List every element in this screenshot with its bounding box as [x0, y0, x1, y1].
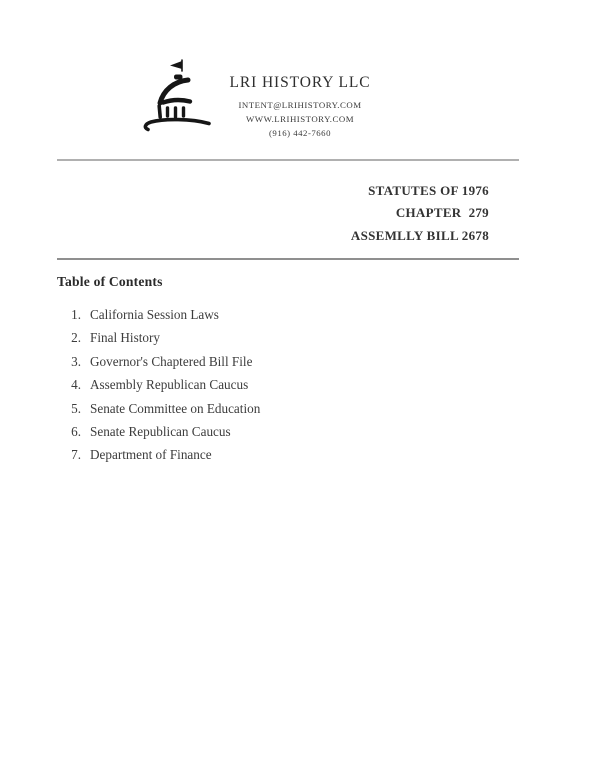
chapter-line: CHAPTER 279 — [395, 205, 489, 221]
company-contact-block — [205, 99, 395, 140]
assembly-bill-line: ASSEMLLY BILL 2678 — [350, 227, 489, 243]
toc-item-number: 1. — [71, 307, 81, 322]
statutes-header — [351, 180, 489, 247]
toc-item — [57, 326, 260, 349]
toc-item — [57, 373, 260, 396]
toc-item — [57, 303, 260, 326]
company-email: INTENT@LRIHISTORY.COM — [238, 100, 362, 110]
toc-item-label: Senate Committee on Education — [90, 400, 261, 416]
company-phone: (916) 442-7660 — [269, 127, 331, 138]
toc-item-label: California Session Laws — [90, 307, 219, 322]
toc-title: Table of Contents — [57, 274, 163, 289]
toc-list — [57, 303, 260, 467]
toc-item-number: 4. — [71, 377, 81, 393]
toc-item-label: Assembly Republican Caucus — [90, 377, 249, 393]
toc-item — [57, 350, 260, 373]
toc-item-number: 5. — [71, 400, 81, 416]
toc-item-label: Final History — [90, 330, 160, 346]
toc-item — [57, 420, 260, 443]
toc-item-label: Governor's Chaptered Bill File — [90, 353, 253, 369]
divider-bottom — [57, 258, 519, 260]
toc-item — [57, 443, 260, 466]
divider-top — [57, 159, 519, 161]
toc-item-number: 6. — [71, 424, 81, 440]
toc-item-label: Senate Republican Caucus — [90, 424, 231, 440]
toc-item — [57, 397, 260, 420]
toc-item-number: 7. — [71, 447, 81, 463]
statutes-year-line: STATUTES OF 1976 — [368, 183, 489, 198]
company-website: WWW.LRIHISTORY.COM — [245, 113, 355, 124]
capitol-dome-logo-icon — [136, 58, 216, 138]
company-name: LRI HISTORY LLC — [229, 74, 371, 91]
toc-item-number: 2. — [71, 330, 81, 346]
letterhead — [205, 74, 395, 140]
toc-item-number: 3. — [71, 353, 81, 369]
toc-item-label: Department of Finance — [90, 447, 212, 463]
